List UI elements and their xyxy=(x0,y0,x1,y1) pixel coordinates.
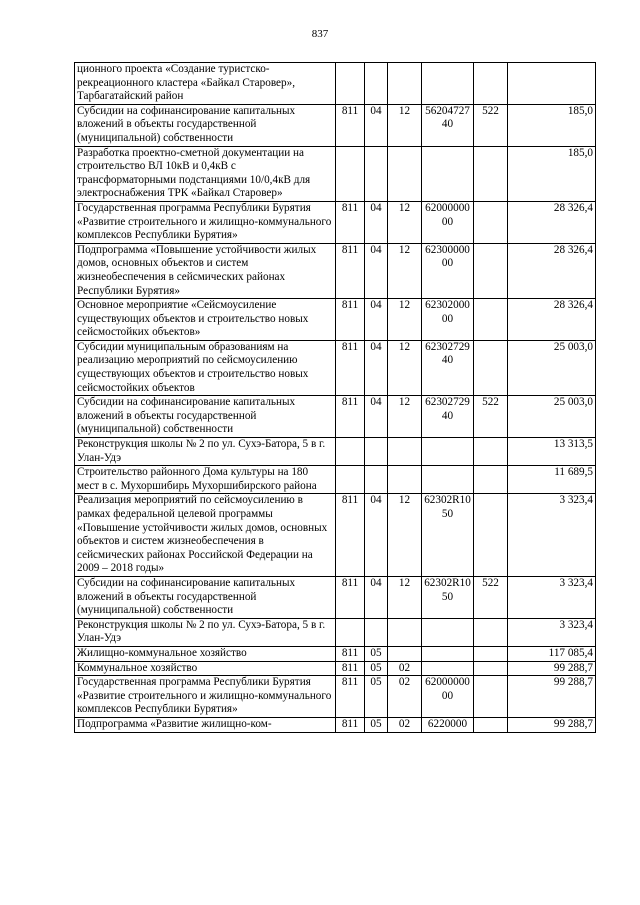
row-subsection-cell: 12 xyxy=(388,576,422,618)
table-row xyxy=(75,438,596,466)
row-subsection-cell xyxy=(388,646,422,661)
row-gr-code-cell xyxy=(336,63,365,105)
row-section-cell: 05 xyxy=(365,676,388,718)
row-section-cell: 05 xyxy=(365,717,388,732)
row-expense-type-cell xyxy=(474,661,508,676)
table-row xyxy=(75,676,596,718)
row-name-cell: Строительство районного Дома культуры на 180 мест в с. Мухоршибирь Мухоршибирского района xyxy=(75,466,336,494)
row-subsection-cell: 02 xyxy=(388,676,422,718)
row-gr-code-cell: 811 xyxy=(336,396,365,438)
row-name-cell: Государственная программа Республики Бурятия «Развитие строительного и жилищно-коммунального комплексов Республики Бурятия» xyxy=(75,201,336,243)
row-gr-code-cell xyxy=(336,466,365,494)
row-expense-type-cell xyxy=(474,299,508,341)
row-amount-cell: 28 326,4 xyxy=(508,243,596,298)
row-section-cell: 05 xyxy=(365,661,388,676)
row-gr-code-cell: 811 xyxy=(336,299,365,341)
row-expense-type-cell xyxy=(474,466,508,494)
row-expense-type-cell xyxy=(474,676,508,718)
row-subsection-cell: 02 xyxy=(388,717,422,732)
table-row xyxy=(75,104,596,146)
row-target-article-cell: 6230000000 xyxy=(422,243,474,298)
row-target-article-cell: 62302R1050 xyxy=(422,494,474,577)
table-row xyxy=(75,201,596,243)
row-target-article-cell: 6200000000 xyxy=(422,676,474,718)
row-name-cell: Реконструкция школы № 2 по ул. Сухэ-Батора, 5 в г. Улан-Удэ xyxy=(75,618,336,646)
row-section-cell: 04 xyxy=(365,576,388,618)
row-gr-code-cell: 811 xyxy=(336,646,365,661)
row-amount-cell: 3 323,4 xyxy=(508,576,596,618)
row-target-article-cell: 5620472740 xyxy=(422,104,474,146)
row-gr-code-cell: 811 xyxy=(336,676,365,718)
row-amount-cell: 99 288,7 xyxy=(508,676,596,718)
budget-table-body xyxy=(75,63,596,733)
row-gr-code-cell: 811 xyxy=(336,576,365,618)
row-subsection-cell: 12 xyxy=(388,340,422,395)
row-expense-type-cell xyxy=(474,494,508,577)
table-row xyxy=(75,396,596,438)
row-subsection-cell xyxy=(388,438,422,466)
row-amount-cell: 28 326,4 xyxy=(508,201,596,243)
row-subsection-cell xyxy=(388,63,422,105)
row-amount-cell: 25 003,0 xyxy=(508,340,596,395)
row-amount-cell: 11 689,5 xyxy=(508,466,596,494)
row-subsection-cell: 12 xyxy=(388,201,422,243)
row-subsection-cell: 12 xyxy=(388,396,422,438)
row-target-article-cell xyxy=(422,646,474,661)
row-name-cell: Подпрограмма «Развитие жилищно-ком- xyxy=(75,717,336,732)
row-gr-code-cell: 811 xyxy=(336,661,365,676)
row-expense-type-cell xyxy=(474,63,508,105)
row-subsection-cell: 12 xyxy=(388,243,422,298)
row-subsection-cell xyxy=(388,466,422,494)
row-expense-type-cell xyxy=(474,146,508,201)
row-section-cell: 04 xyxy=(365,340,388,395)
row-target-article-cell: 6230200000 xyxy=(422,299,474,341)
row-target-article-cell xyxy=(422,63,474,105)
row-amount-cell: 3 323,4 xyxy=(508,494,596,577)
row-target-article-cell xyxy=(422,466,474,494)
row-name-cell: Коммунальное хозяйство xyxy=(75,661,336,676)
row-expense-type-cell: 522 xyxy=(474,104,508,146)
row-expense-type-cell xyxy=(474,438,508,466)
row-subsection-cell: 12 xyxy=(388,494,422,577)
table-row xyxy=(75,661,596,676)
table-row xyxy=(75,63,596,105)
table-row xyxy=(75,466,596,494)
row-section-cell xyxy=(365,438,388,466)
row-target-article-cell: 6230272940 xyxy=(422,396,474,438)
row-gr-code-cell: 811 xyxy=(336,494,365,577)
table-row xyxy=(75,494,596,577)
table-row xyxy=(75,146,596,201)
table-row xyxy=(75,717,596,732)
row-gr-code-cell xyxy=(336,438,365,466)
row-section-cell xyxy=(365,146,388,201)
row-target-article-cell xyxy=(422,618,474,646)
row-section-cell: 04 xyxy=(365,243,388,298)
row-expense-type-cell xyxy=(474,618,508,646)
row-section-cell: 05 xyxy=(365,646,388,661)
row-expense-type-cell: 522 xyxy=(474,576,508,618)
row-amount-cell: 3 323,4 xyxy=(508,618,596,646)
table-row xyxy=(75,618,596,646)
row-name-cell: Жилищно-коммунальное хозяйство xyxy=(75,646,336,661)
row-name-cell: Субсидии муниципальным образованиям на реализацию мероприятий по сейсмоусилению существующих объектов и строительство новых сейсмостойких объектов xyxy=(75,340,336,395)
row-amount-cell xyxy=(508,63,596,105)
row-section-cell: 04 xyxy=(365,396,388,438)
row-amount-cell: 28 326,4 xyxy=(508,299,596,341)
row-subsection-cell: 12 xyxy=(388,104,422,146)
table-row xyxy=(75,340,596,395)
row-name-cell: Субсидии на софинансирование капитальных вложений в объекты государственной (муниципальной) собственности xyxy=(75,396,336,438)
row-expense-type-cell xyxy=(474,717,508,732)
row-target-article-cell xyxy=(422,146,474,201)
page-number: 837 xyxy=(311,28,329,40)
row-amount-cell: 13 313,5 xyxy=(508,438,596,466)
row-section-cell xyxy=(365,466,388,494)
row-section-cell xyxy=(365,63,388,105)
table-row xyxy=(75,243,596,298)
row-target-article-cell: 6220000 xyxy=(422,717,474,732)
row-name-cell: Подпрограмма «Повышение устойчивости жилых домов, основных объектов и систем жизнеобеспечения в сейсмических районах Республики Бурятия» xyxy=(75,243,336,298)
budget-table xyxy=(74,62,596,733)
row-name-cell: Разработка проектно-сметной документации на строительство ВЛ 10кВ и 0,4кВ с трансформаторными подстанциями 10/0,4кВ для электроснабжения ТРК «Байкал Старовер» xyxy=(75,146,336,201)
row-amount-cell: 99 288,7 xyxy=(508,661,596,676)
row-name-cell: ционного проекта «Создание туристско-рекреационного кластера «Байкал Старовер», Тарбагатайский район xyxy=(75,63,336,105)
row-amount-cell: 99 288,7 xyxy=(508,717,596,732)
row-gr-code-cell: 811 xyxy=(336,201,365,243)
row-subsection-cell xyxy=(388,618,422,646)
row-target-article-cell: 6200000000 xyxy=(422,201,474,243)
row-amount-cell: 25 003,0 xyxy=(508,396,596,438)
row-name-cell: Субсидии на софинансирование капитальных вложений в объекты государственной (муниципальной) собственности xyxy=(75,104,336,146)
row-expense-type-cell xyxy=(474,340,508,395)
row-gr-code-cell: 811 xyxy=(336,243,365,298)
row-target-article-cell: 62302R1050 xyxy=(422,576,474,618)
row-amount-cell: 117 085,4 xyxy=(508,646,596,661)
row-name-cell: Субсидии на софинансирование капитальных вложений в объекты государственной (муниципальной) собственности xyxy=(75,576,336,618)
table-row xyxy=(75,299,596,341)
row-expense-type-cell: 522 xyxy=(474,396,508,438)
row-amount-cell: 185,0 xyxy=(508,146,596,201)
row-expense-type-cell xyxy=(474,243,508,298)
row-expense-type-cell xyxy=(474,201,508,243)
row-amount-cell: 185,0 xyxy=(508,104,596,146)
row-gr-code-cell: 811 xyxy=(336,717,365,732)
row-name-cell: Реконструкция школы № 2 по ул. Сухэ-Батора, 5 в г. Улан-Удэ xyxy=(75,438,336,466)
row-section-cell: 04 xyxy=(365,494,388,577)
row-target-article-cell xyxy=(422,438,474,466)
row-subsection-cell: 02 xyxy=(388,661,422,676)
table-row xyxy=(75,576,596,618)
row-subsection-cell xyxy=(388,146,422,201)
row-expense-type-cell xyxy=(474,646,508,661)
row-gr-code-cell: 811 xyxy=(336,340,365,395)
row-name-cell: Государственная программа Республики Бурятия «Развитие строительного и жилищно-коммунального комплексов Республики Бурятия» xyxy=(75,676,336,718)
row-section-cell: 04 xyxy=(365,299,388,341)
row-target-article-cell xyxy=(422,661,474,676)
row-section-cell: 04 xyxy=(365,104,388,146)
row-gr-code-cell: 811 xyxy=(336,104,365,146)
row-target-article-cell: 6230272940 xyxy=(422,340,474,395)
row-gr-code-cell xyxy=(336,618,365,646)
row-gr-code-cell xyxy=(336,146,365,201)
table-row xyxy=(75,646,596,661)
row-name-cell: Основное мероприятие «Сейсмоусиление существующих объектов и строительство новых сейсмостойких объектов» xyxy=(75,299,336,341)
row-name-cell: Реализация мероприятий по сейсмоусилению в рамках федеральной целевой программы «Повышение устойчивости жилых домов, основных объектов и систем жизнеобеспечения в сейсмических районах Российской Федерации на 2009 – 2018 годы» xyxy=(75,494,336,577)
row-section-cell xyxy=(365,618,388,646)
row-subsection-cell: 12 xyxy=(388,299,422,341)
row-section-cell: 04 xyxy=(365,201,388,243)
